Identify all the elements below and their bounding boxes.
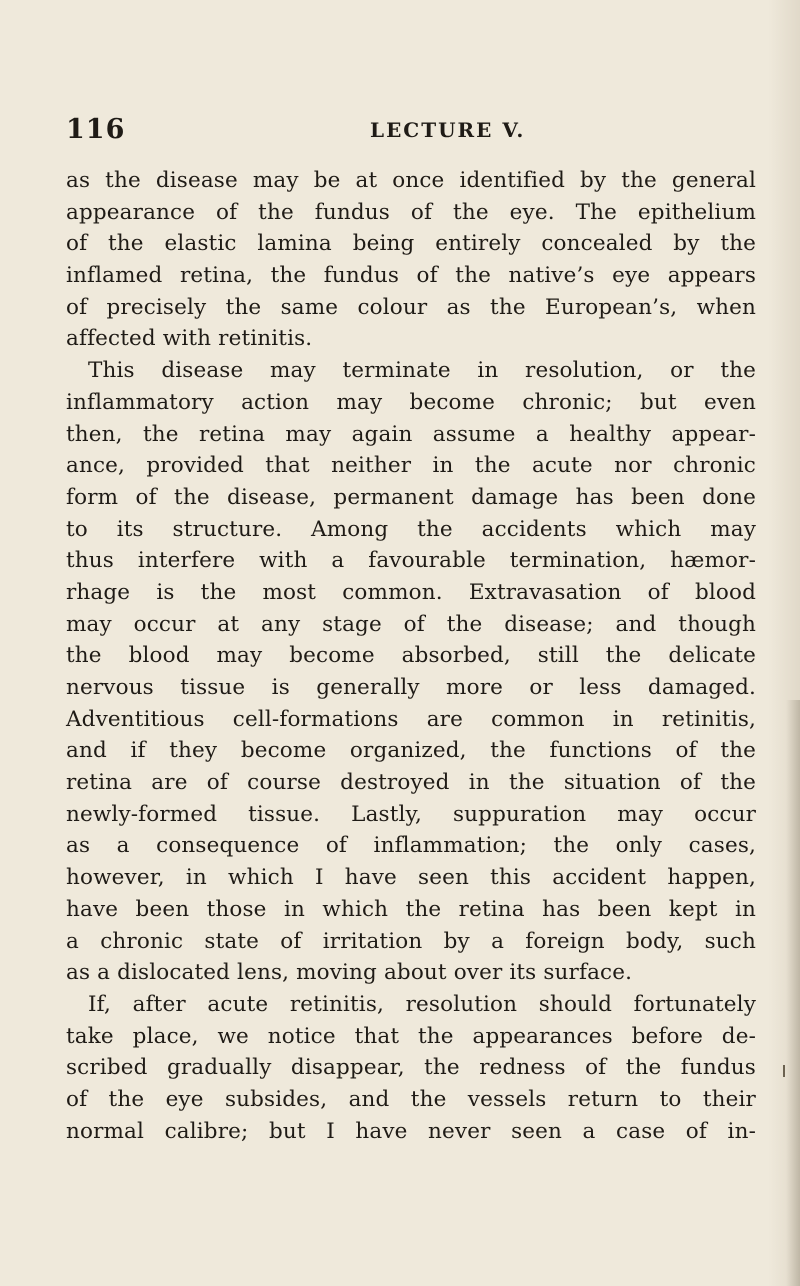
text-line: thus interfere with a favourable termination, hæmor- (66, 548, 756, 574)
text-line: retina are of course destroyed in the situation of the (66, 770, 756, 796)
text-line: rhage is the most common. Extravasation of blood (66, 579, 756, 605)
margin-mark (783, 1065, 785, 1077)
page-number: 116 (66, 114, 126, 145)
text-line: may occur at any stage of the disease; and though (66, 611, 756, 637)
text-line: as a consequence of inflammation; the only cases, (66, 833, 756, 859)
body-text (66, 165, 756, 1147)
text-line: then, the retina may again assume a healthy appear- (66, 421, 756, 447)
text-line: inflammatory action may become chronic; but even (66, 389, 756, 415)
running-head: LECTURE V. (370, 118, 526, 142)
text-line: of the eye subsides, and the vessels return to their (66, 1086, 756, 1112)
text-line: nervous tissue is generally more or less damaged. (66, 675, 756, 700)
text-line: as the disease may be at once identified by the general (66, 168, 756, 193)
text-line: affected with retinitis. (66, 326, 313, 352)
text-line: of the elastic lamina being entirely concealed by the (66, 231, 756, 257)
page-header (66, 114, 756, 148)
text-line: inflamed retina, the fundus of the native’s eye appears (66, 263, 756, 289)
text-line: however, in which I have seen this accident happen, (66, 865, 756, 891)
text-line: the blood may become absorbed, still the delicate (66, 643, 756, 669)
text-line: Adventitious cell-formations are common in retinitis, (66, 706, 756, 732)
text-line: of precisely the same colour as the European’s, when (66, 294, 756, 320)
text-line: have been those in which the retina has been kept in (66, 896, 756, 922)
text-line: scribed gradually disappear, the redness of the fundus (66, 1055, 756, 1081)
text-line: If, after acute retinitis, resolution should fortunately (88, 991, 756, 1017)
text-line: as a dislocated lens, moving about over its surface. (66, 960, 633, 986)
text-line: take place, we notice that the appearances before de- (66, 1023, 756, 1049)
text-line: newly-formed tissue. Lastly, suppuration may occur (66, 801, 756, 827)
text-line: to its structure. Among the accidents which may (66, 516, 756, 542)
text-line: This disease may terminate in resolution, or the (88, 358, 756, 384)
text-line: ance, provided that neither in the acute nor chronic (66, 453, 756, 479)
text-line: appearance of the fundus of the eye. The epithelium (66, 199, 756, 225)
text-line: form of the disease, permanent damage has been done (66, 484, 756, 510)
text-line: normal calibre; but I have never seen a case of in- (66, 1118, 756, 1144)
text-line: and if they become organized, the functions of the (66, 738, 756, 764)
page-edge-shadow (786, 700, 800, 1286)
text-line: a chronic state of irritation by a foreign body, such (66, 928, 756, 954)
